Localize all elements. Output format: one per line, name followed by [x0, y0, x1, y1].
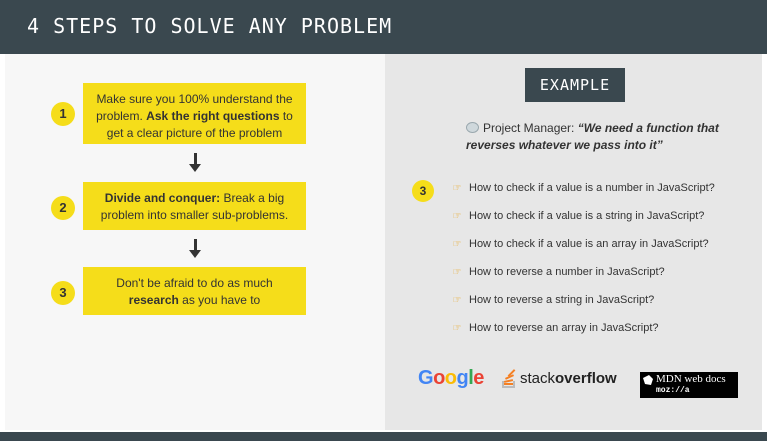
question-text: How to reverse a number in JavaScript? [469, 266, 665, 278]
step-box-3 [83, 267, 306, 315]
step-text: to get a clear picture of the problem [106, 109, 293, 140]
google-logo [418, 367, 484, 390]
google-letter: l [468, 367, 474, 389]
google-letter: e [473, 367, 484, 389]
page-title: 4 STEPS TO SOLVE ANY PROBLEM [27, 14, 393, 38]
speech-bubble-icon [466, 122, 479, 133]
question-text: How to reverse a string in JavaScript? [469, 294, 655, 306]
question-text: How to check if a value is a string in JavaScript? [469, 210, 705, 222]
dinosaur-icon [643, 375, 653, 385]
question-text: How to reverse an array in JavaScript? [469, 322, 659, 334]
step-number-3: 3 [51, 281, 75, 305]
question-item [450, 292, 654, 308]
step-number-1: 1 [51, 102, 75, 126]
step-text-bold: Ask the right questions [146, 109, 280, 123]
question-item [450, 208, 704, 224]
google-letter: G [418, 367, 434, 389]
down-arrow-icon [189, 153, 201, 173]
pointing-hand-icon: ☞ [452, 323, 462, 334]
question-item [450, 320, 659, 336]
pointing-hand-icon: ☞ [452, 239, 462, 250]
down-arrow-icon [189, 239, 201, 259]
quote-speaker: Project Manager: [483, 121, 575, 135]
stackoverflow-icon [501, 368, 517, 388]
google-letter: g [456, 367, 469, 389]
step-text-bold: Divide and conquer: [104, 191, 221, 205]
step-text: as you have to [178, 293, 261, 307]
google-letter: o [444, 367, 457, 389]
footer-bar [0, 432, 767, 441]
stackoverflow-logo [501, 368, 617, 390]
quote [466, 120, 746, 154]
question-item [450, 236, 709, 252]
mdn-logo [640, 372, 738, 398]
question-item [450, 264, 665, 280]
quote-text: “We need a function that reverses whatever we pass into it” [466, 121, 719, 152]
step-text-bold: research [128, 293, 179, 307]
question-text: How to check if a value is an array in JavaScript? [469, 238, 709, 250]
example-label: EXAMPLE [525, 68, 625, 102]
step-box-2 [83, 182, 306, 230]
step-text: Break a big problem into smaller sub-problems. [100, 191, 289, 222]
pointing-hand-icon: ☞ [452, 295, 462, 306]
example-step-number: 3 [412, 180, 434, 202]
pointing-hand-icon: ☞ [452, 267, 462, 278]
google-letter: o [433, 367, 445, 389]
pointing-hand-icon: ☞ [452, 183, 462, 194]
question-item [450, 180, 715, 196]
step-text: Make sure you 100% understand the problem. [96, 92, 293, 123]
step-box-1 [83, 83, 306, 144]
header-bar [0, 0, 767, 54]
mdn-title: MDN web docs [656, 373, 726, 385]
step-text: Don't be afraid to do as much [116, 276, 273, 290]
so-overflow-text: overflow [555, 370, 617, 387]
so-stack-text: stack [520, 370, 556, 387]
mozilla-wordmark: moz://a [656, 386, 690, 395]
pointing-hand-icon: ☞ [452, 211, 462, 222]
step-number-2: 2 [51, 196, 75, 220]
question-text: How to check if a value is a number in JavaScript? [469, 182, 715, 194]
